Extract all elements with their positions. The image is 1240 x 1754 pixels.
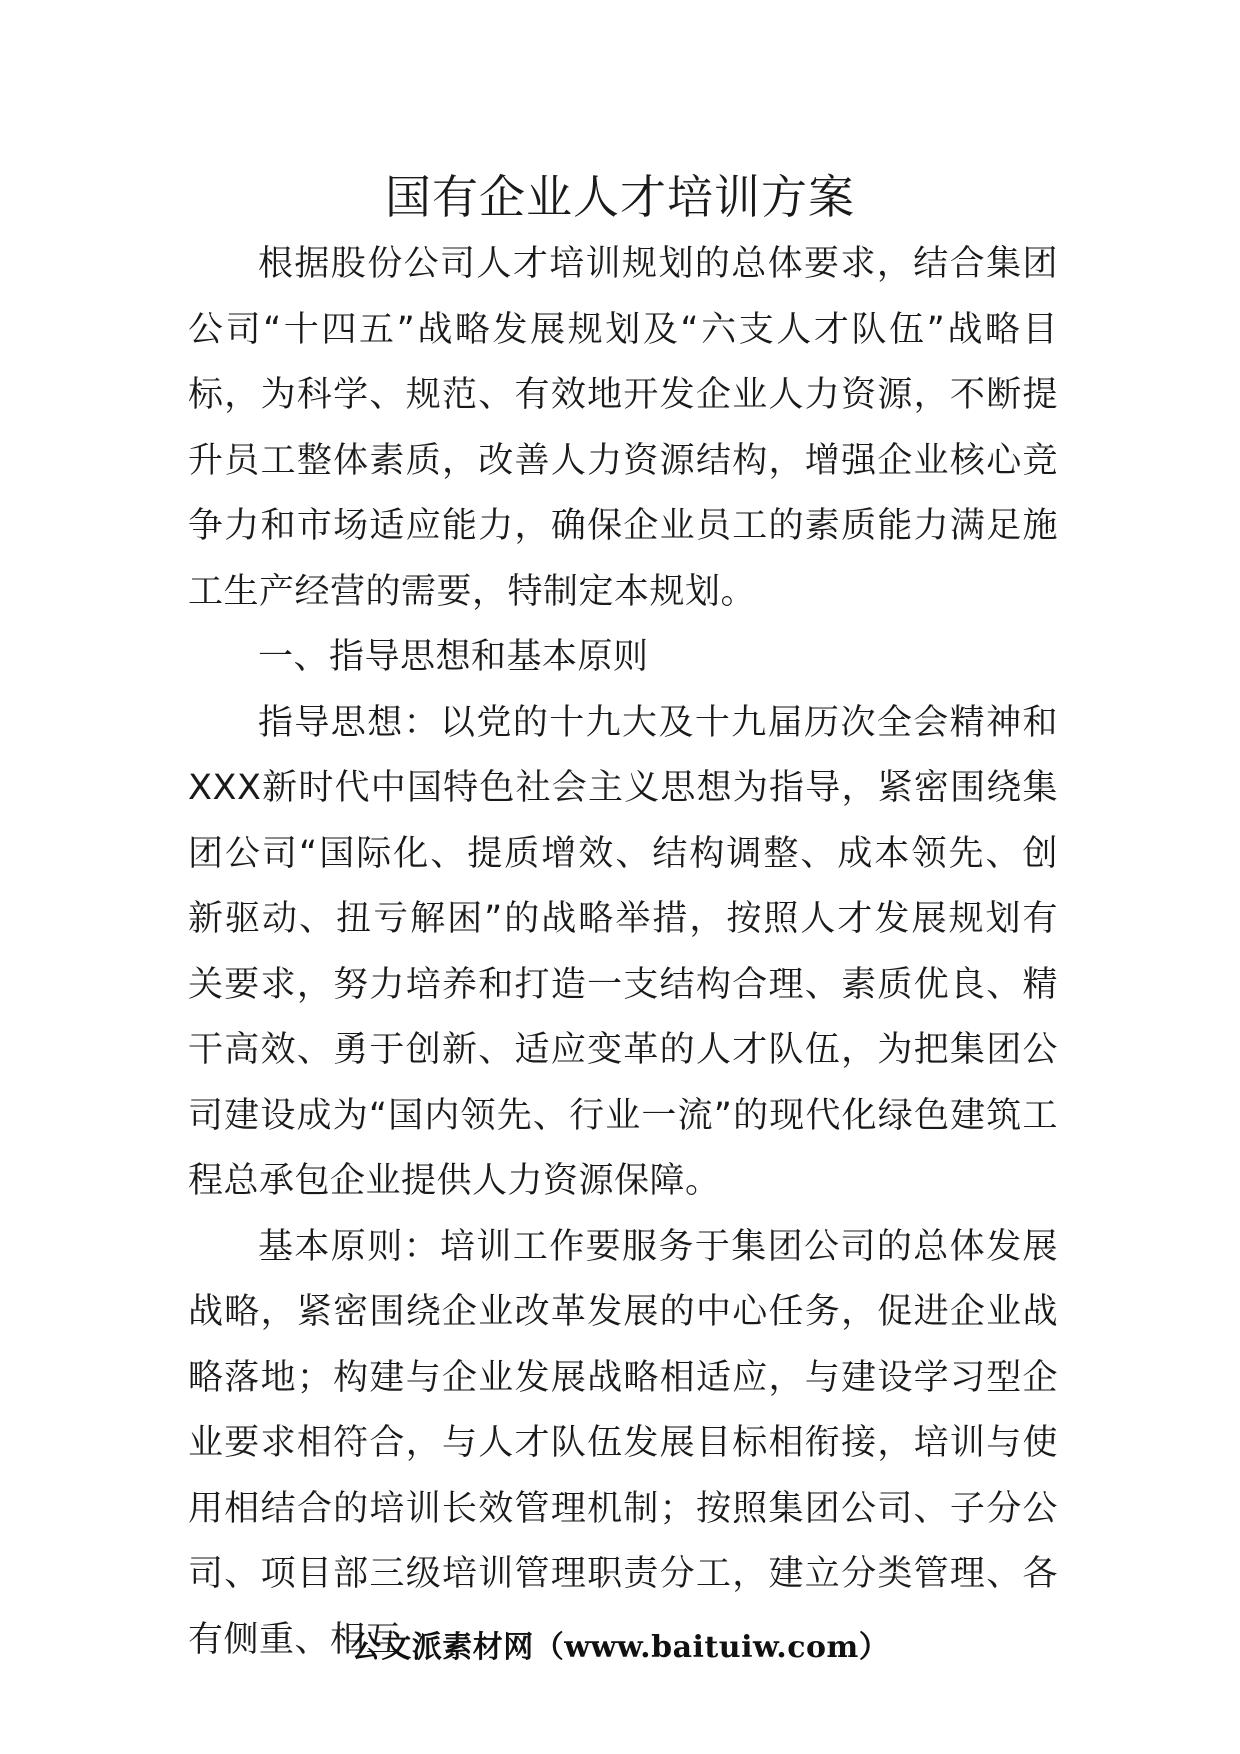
intro-paragraph: 根据股份公司人才培训规划的总体要求，结合集团公司“十四五”战略发展规划及“六支人才队伍”战略目标，为科学、规范、有效地开发企业人力资源，不断提升员工整体素质，改善人力资源结构，增强企业核心竞争力和市场适应能力，确保企业员工的素质能力满足施工生产经营的需要，特制定本规划。 — [188, 244, 1058, 612]
document-body — [188, 232, 1058, 1673]
guiding-thought-paragraph: 指导思想：以党的十九大及十九届历次全会精神和XXX新时代中国特色社会主义思想为指导，紧密围绕集团公司“国际化、提质增效、结构调整、成本领先、创新驱动、扭亏解困”的战略举措，按照人才发展规划有关要求，努力培养和打造一支结构合理、素质优良、精干高效、勇于创新、适应变革的人才队伍，为把集团公司建设成为“国内领先、行业一流”的现代化绿色建筑工程总承包企业提供人力资源保障。 — [188, 702, 1058, 1201]
section-heading-1: 一、指导思想和基本原则 — [258, 637, 649, 677]
document-title: 国有企业人才培训方案 — [385, 170, 855, 224]
footer-source-text: 公文派素材网（www.baituiw.com） — [350, 1630, 890, 1665]
basic-principles-paragraph: 基本原则：培训工作要服务于集团公司的总体发展战略，紧密围绕企业改革发展的中心任务，促进企业战略落地；构建与企业发展战略相适应，与建设学习型企业要求相符合，与人才队伍发展目标相衔接，培训与使用相结合的培训长效管理机制；按照集团公司、子分公司、项目部三级培训管理职责分工，建立分类管理、各有侧重、相互 — [188, 1226, 1058, 1660]
